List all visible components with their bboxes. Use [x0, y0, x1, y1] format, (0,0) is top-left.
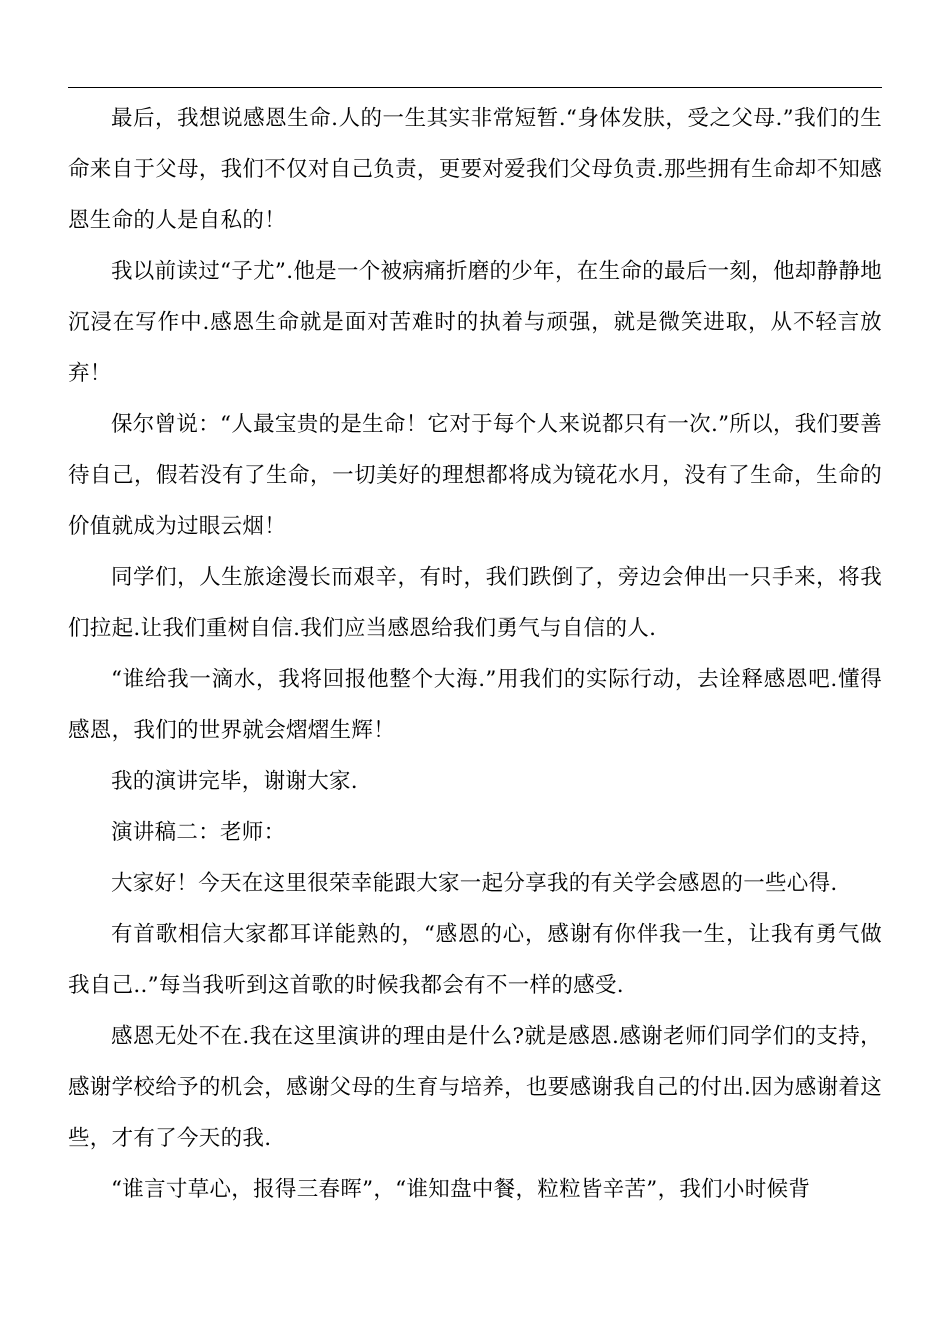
paragraph-6: 我的演讲完毕，谢谢大家. — [111, 769, 358, 794]
paragraph-11: “谁言寸草心，报得三春晖”，“谁知盘中餐，粒粒皆辛苦”，我们小时候背 — [111, 1177, 811, 1202]
paragraph-3: 保尔曾说：“人最宝贵的是生命！它对于每个人来说都只有一次.”所以，我们要善待自己，假若没有了生命，一切美好的理想都将成为镜花水月，没有了生命，生命的价值就成为过眼云烟！ — [68, 412, 882, 539]
paragraph-4: 同学们，人生旅途漫长而艰辛，有时，我们跌倒了，旁边会伸出一只手来，将我们拉起.让我们重树自信.我们应当感恩给我们勇气与自信的人. — [68, 565, 882, 641]
paragraph-8: 大家好！今天在这里很荣幸能跟大家一起分享我的有关学会感恩的一些心得. — [111, 871, 838, 896]
paragraph-7: 演讲稿二：老师： — [111, 820, 286, 845]
paragraph-9: 有首歌相信大家都耳详能熟的，“感恩的心，感谢有你伴我一生，让我有勇气做我自己..”每当我听到这首歌的时候我都会有不一样的感受. — [68, 922, 882, 998]
paragraph-5: “谁给我一滴水，我将回报他整个大海.”用我们的实际行动，去诠释感恩吧.懂得感恩，我们的世界就会熠熠生辉！ — [68, 667, 882, 743]
header-rule — [68, 87, 882, 88]
paragraph-1: 最后，我想说感恩生命.人的一生其实非常短暂.“身体发肤，受之父母.”我们的生命来自于父母，我们不仅对自己负责，更要对爱我们父母负责.那些拥有生命却不知感恩生命的人是自私的！ — [68, 106, 882, 233]
document-body — [68, 93, 882, 1215]
paragraph-10: 感恩无处不在.我在这里演讲的理由是什么?就是感恩.感谢老师们同学们的支持，感谢学校给予的机会，感谢父母的生育与培养，也要感谢我自己的付出.因为感谢着这些，才有了今天的我. — [68, 1024, 882, 1151]
paragraph-2: 我以前读过“子尤”.他是一个被病痛折磨的少年，在生命的最后一刻，他却静静地沉浸在写作中.感恩生命就是面对苦难时的执着与顽强，就是微笑进取，从不轻言放弃！ — [68, 259, 882, 386]
